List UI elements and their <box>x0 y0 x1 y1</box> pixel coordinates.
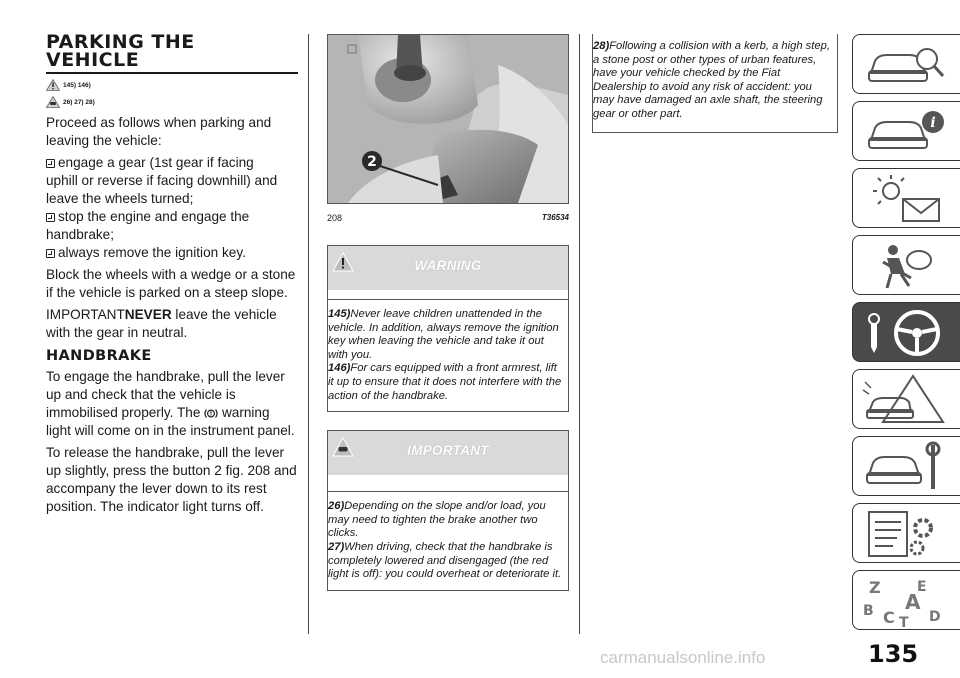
brake-warning-light-icon <box>204 408 218 419</box>
list-item: engage a gear (1st gear if facing uphill or reverse if facing downhill) and leave the wheels turned; <box>46 155 278 206</box>
alphabetical-index-icon <box>861 575 951 627</box>
warning-lights-icon <box>861 173 951 225</box>
important-box <box>327 430 569 591</box>
tab-car-info[interactable] <box>852 101 960 161</box>
page-number: 135 <box>868 640 919 668</box>
car-caution-icon <box>46 96 60 108</box>
svg-text:C: C <box>883 608 895 627</box>
technical-data-icon <box>861 508 951 560</box>
figure-code: T36534 <box>541 213 569 222</box>
warning-text: 145)Never leave children unattended in the vehicle. In addition, always remove the ignition key when leaving the vehicle and take it out with you. 146)For cars equipped with a front armrest, lift it up to ensure that it does not interfere with the action of the handbrake. <box>328 299 568 411</box>
intro-paragraph: Proceed as follows when parking and leaving the vehicle: <box>46 115 272 148</box>
column-divider <box>579 34 580 634</box>
handbrake-photo <box>327 34 569 204</box>
handbrake-illustration <box>328 35 568 203</box>
important-text: 26)Depending on the slope and/or load, you may need to tighten the brake another two clicks. 27)When driving, check that the handbrake is completely lowered and disengaged (the red light is off): you could overheat or deteriorate it. <box>328 491 568 590</box>
column-divider <box>308 34 309 634</box>
figure-and-notes-column <box>327 0 569 591</box>
warning-box-header <box>328 246 568 290</box>
svg-text:i: i <box>930 115 936 131</box>
list-item: stop the engine and engage the handbrake; <box>46 209 250 242</box>
block-wheels-paragraph: Block the wheels with a wedge or a stone if the vehicle is parked on a steep slope. <box>46 267 296 300</box>
warning-triangle-icon <box>46 79 60 91</box>
car-search-icon <box>861 39 951 91</box>
important-box-header <box>328 431 568 475</box>
tab-safety[interactable] <box>852 235 960 295</box>
car-emergency-icon <box>861 374 951 426</box>
warning-references: 145) 146) <box>46 79 298 91</box>
callout-label: 2 <box>367 154 377 170</box>
continued-notes-column <box>592 0 838 133</box>
release-paragraph: To release the handbrake, pull the lever up slightly, press the button 2 fig. 208 and accompany the lever down to its rest position. The indicator light turns off. <box>46 445 297 514</box>
important-paragraph: IMPORTANTNEVER leave the vehicle with the gear in neutral. <box>46 307 277 340</box>
tab-warning-lights[interactable] <box>852 168 960 228</box>
svg-text:B: B <box>863 603 874 619</box>
svg-text:Z: Z <box>869 578 881 597</box>
handbrake-heading: HANDBRAKE <box>46 348 152 364</box>
svg-text:D: D <box>929 609 941 625</box>
warning-title: WARNING <box>414 258 482 273</box>
important-title: IMPORTANT <box>407 443 489 459</box>
car-maintenance-icon <box>861 441 951 493</box>
important-continued-box: 28)Following a collision with a kerb, a high step, a stone post or other types of urban features, have your vehicle checked by the Fiat Dealership to avoid any risk of accident: you may have damaged an axle shaft, the steering gear or other part. <box>592 34 838 133</box>
bullet-square-icon <box>46 159 55 168</box>
watermark: carmanualsonline.info <box>600 648 766 667</box>
figure-number: 208 <box>327 213 343 223</box>
tab-car-search[interactable] <box>852 34 960 94</box>
main-text-column <box>46 0 298 520</box>
bullet-square-icon <box>46 213 55 222</box>
tab-starting-driving[interactable] <box>852 302 960 362</box>
bullet-square-icon <box>46 249 55 258</box>
tab-maintenance[interactable] <box>852 436 960 496</box>
list-item: always remove the ignition key. <box>46 244 298 262</box>
engage-paragraph: To engage the handbrake, pull the lever up and check that the vehicle is immobilised properly. The warning light will come on in the instrument panel. <box>46 369 295 438</box>
section-title: PARKING THE VEHICLE <box>46 33 298 74</box>
warning-box <box>327 245 569 412</box>
svg-text:T: T <box>899 615 909 627</box>
svg-text:A: A <box>905 590 921 614</box>
important-references: 26) 27) 28) <box>46 96 298 108</box>
figure-caption <box>327 213 569 223</box>
tab-emergency[interactable] <box>852 369 960 429</box>
car-info-icon <box>861 106 951 158</box>
tab-index[interactable] <box>852 570 960 630</box>
key-steering-wheel-icon <box>861 307 951 359</box>
tab-technical-data[interactable] <box>852 503 960 563</box>
svg-text:E: E <box>917 579 927 595</box>
airbag-safety-icon <box>861 240 951 292</box>
chapter-tabs <box>852 34 960 637</box>
